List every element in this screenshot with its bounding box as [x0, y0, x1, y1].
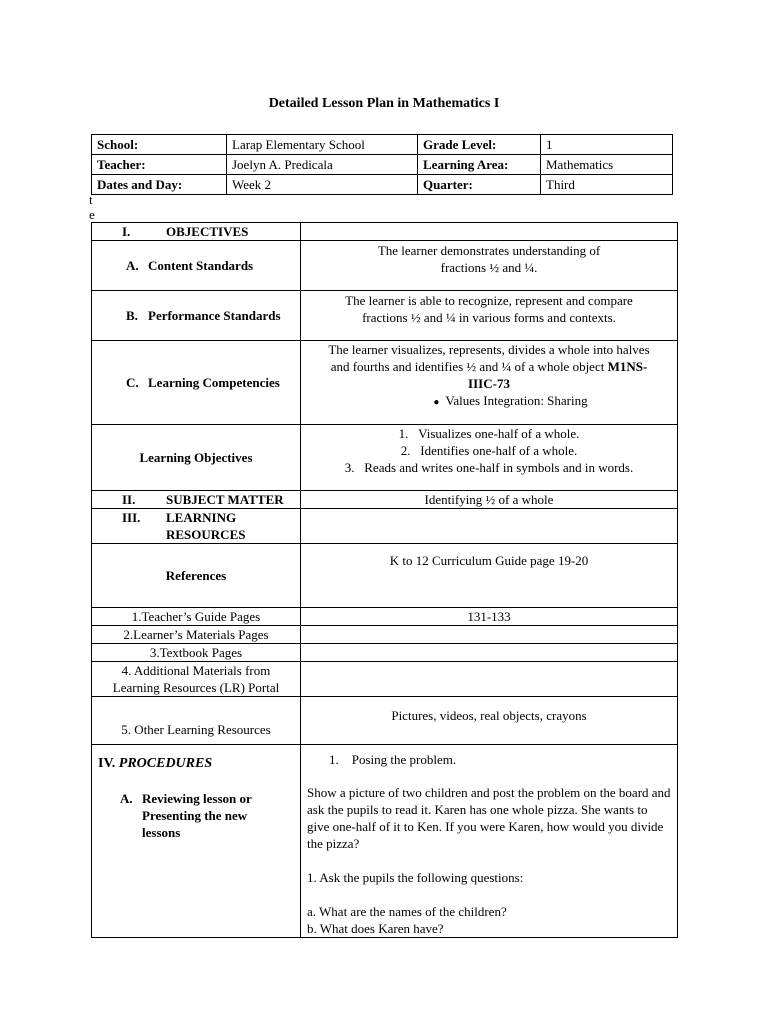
list-number: 1. [398, 426, 419, 441]
performance-standards-label [92, 291, 301, 341]
text-line: The learner is able to recognize, represent and compare [345, 293, 633, 308]
table-row [92, 223, 678, 241]
table-row [92, 241, 678, 291]
text-line: lessons [142, 825, 181, 840]
area-label: Learning Area: [418, 155, 541, 175]
section-label: LEARNING [166, 510, 237, 525]
grade-label: Grade Level: [418, 135, 541, 155]
subject-matter-heading [92, 491, 301, 509]
paragraph: Show a picture of two children and post the problem on the board and ask the pupils to read it. Karen has one whole pizza. She wants to give one-half of it to Ken. If you were Karen, how would you divide the pizza? [307, 785, 671, 851]
table-row [92, 608, 678, 626]
dates-label: Dates and Day: [92, 175, 227, 195]
text-line: Presenting the new [142, 808, 248, 823]
text-line: and fourths and identifies ½ and ¼ of a whole object [330, 359, 605, 374]
dates-value: Week 2 [227, 175, 418, 195]
table-row [92, 175, 673, 195]
references-label: References [92, 544, 301, 608]
text-line: The learner visualizes, represents, divides a whole into halves [328, 342, 650, 357]
table-row [92, 644, 678, 662]
objectives-heading [92, 223, 301, 241]
item-label: Content Standards [148, 258, 254, 273]
quarter-value: Third [541, 175, 673, 195]
learning-objectives-label: Learning Objectives [92, 425, 301, 491]
info-table [91, 134, 673, 195]
table-row [92, 662, 678, 697]
item-letter: A. [120, 791, 133, 806]
other-resources-value: Pictures, videos, real objects, crayons [301, 697, 678, 745]
additional-materials-label [92, 662, 301, 697]
section-number: IV. [98, 756, 116, 771]
list-number: 1. [329, 752, 339, 767]
table-row [92, 425, 678, 491]
content-standards-value [301, 241, 678, 291]
paragraph: 1. Ask the pupils the following questions: [307, 870, 524, 885]
text-line: Reviewing lesson or [142, 791, 252, 806]
procedures-content [301, 745, 678, 938]
item-letter: A. [126, 258, 139, 273]
table-row [92, 491, 678, 509]
text-line: fractions ½ and ¼. [440, 260, 538, 275]
quarter-label: Quarter: [418, 175, 541, 195]
learning-competencies-value [301, 341, 678, 425]
text-line: 4. Additional Materials from [121, 663, 271, 678]
teachers-guide-label: 1.Teacher’s Guide Pages [92, 608, 301, 626]
textbook-pages-label: 3.Textbook Pages [92, 644, 301, 662]
list-number: 3. [344, 460, 365, 475]
area-value: Mathematics [541, 155, 673, 175]
list-item: Reads and writes one-half in symbols and in words. [364, 460, 634, 475]
values-integration: Values Integration: Sharing [445, 393, 588, 408]
stray-letter: e [89, 207, 95, 222]
learners-materials-label: 2.Learner’s Materials Pages [92, 626, 301, 644]
table-row [92, 697, 678, 745]
paragraph: a. What are the names of the children? [307, 904, 507, 919]
table-row [92, 155, 673, 175]
text-line: Learning Resources (LR) Portal [112, 680, 280, 695]
empty-cell [301, 223, 678, 241]
empty-cell [301, 509, 678, 544]
list-item: Identifies one-half of a whole. [420, 443, 578, 458]
empty-cell [301, 626, 678, 644]
bullet-icon: ● [433, 396, 440, 408]
teacher-value: Joelyn A. Predicala [227, 155, 418, 175]
paragraph: b. What does Karen have? [307, 921, 444, 936]
empty-cell [301, 662, 678, 697]
section-label: RESOURCES [166, 527, 246, 542]
learning-competencies-label [92, 341, 301, 425]
text-line: The learner demonstrates understanding of [377, 243, 601, 258]
table-row [92, 544, 678, 608]
section-number: II. [122, 492, 136, 507]
table-row [92, 745, 678, 938]
school-label: School: [92, 135, 227, 155]
list-number: 2. [400, 443, 421, 458]
table-row [92, 341, 678, 425]
grade-value: 1 [541, 135, 673, 155]
text-line: fractions ½ and ¼ in various forms and contexts. [362, 310, 616, 325]
performance-standards-value [301, 291, 678, 341]
content-standards-label [92, 241, 301, 291]
section-number: III. [122, 510, 141, 525]
section-label: OBJECTIVES [166, 224, 249, 239]
table-row [92, 626, 678, 644]
table-row [92, 291, 678, 341]
item-label: Learning Competencies [148, 375, 280, 390]
empty-cell [301, 644, 678, 662]
item-letter: C. [126, 375, 139, 390]
page-title: Detailed Lesson Plan in Mathematics I [268, 96, 500, 111]
section-label: PROCEDURES [118, 756, 213, 771]
item-label: Performance Standards [148, 308, 281, 323]
teachers-guide-value: 131-133 [301, 608, 678, 626]
list-item: Visualizes one-half of a whole. [418, 426, 580, 441]
item-letter: B. [126, 308, 138, 323]
table-row [92, 509, 678, 544]
school-value: Larap Elementary School [227, 135, 418, 155]
other-resources-label: 5. Other Learning Resources [92, 697, 301, 745]
lesson-plan-table [91, 222, 678, 938]
procedures-heading [92, 745, 301, 938]
learning-objectives-value [301, 425, 678, 491]
subject-matter-value: Identifying ½ of a whole [301, 491, 678, 509]
references-value: K to 12 Curriculum Guide page 19-20 [301, 544, 678, 608]
teacher-label: Teacher: [92, 155, 227, 175]
table-row [92, 135, 673, 155]
competency-code: IIIC-73 [468, 376, 510, 391]
section-label: SUBJECT MATTER [166, 492, 284, 507]
stray-letter: t [89, 192, 93, 207]
competency-code: M1NS- [607, 359, 648, 374]
list-item: Posing the problem. [351, 752, 457, 767]
learning-resources-heading [92, 509, 301, 544]
section-number: I. [122, 224, 131, 239]
